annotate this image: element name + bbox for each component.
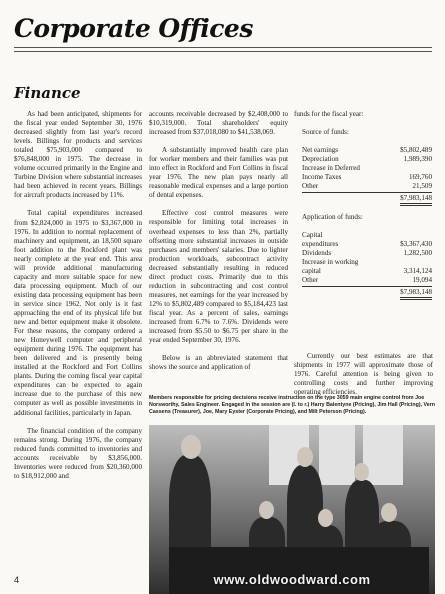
source-total: $7,983,148 — [302, 192, 432, 206]
body-column-2 — [149, 110, 288, 372]
paragraph: The financial condition of the company remains strong. During 1976, the company reduced funds committed to inventories and accounts receivable by $3,856,000. Inventories were reduced from $20,360,000 to $18,912,000 and — [14, 426, 142, 480]
table-row: Dividends 1,282,500 — [302, 249, 432, 257]
paragraph: As had been anticipated, shipments for the fiscal year ended September 30, 1976 decreased slightly from last year's record levels. Billings for products and services totaled $75,903,000 compared to $76,848,000 in 1975. The decrease in volume occurred primarily in the Engine and Turbine Division where substantial increases had been achieved in recent years. Billings for aircraft products increased by 11%. — [14, 110, 142, 200]
paragraph: Currently our best estimates are that shipments in 1977 will approximate those of 1976. Careful attention is being given to controlling costs and further improving operating efficiencies. — [294, 352, 433, 397]
person-head — [297, 447, 313, 467]
table-row: Depreciation 1,989,390 — [302, 155, 432, 163]
title-rule — [14, 47, 432, 48]
watermark: www.oldwoodward.com — [213, 572, 371, 587]
paragraph: Effective cost control measures were responsible for limiting total increases in overhead expenses to less than 2%, partially offsetting more substantial increases in outside purchases and members' salaries. Due to lighter production workloads, subcontract activity decreased substantially resulting in reduced direct product costs. Primarily due to this reduction in subcontracting and cost control measures, net earnings for the year increased by 12% to $5,802,489 compared to $5,184,423 last fiscal year. As a percent of sales, earnings increased from 6.7% to 7.6%. Dividends were increased from $5.50 to $6.75 per share in the year ended September 30, 1976. — [149, 209, 288, 345]
source-of-funds-table — [302, 128, 432, 206]
window-panel — [363, 425, 403, 485]
person-head — [381, 503, 397, 522]
table-row: expenditures $3,367,430 — [302, 240, 432, 248]
paragraph: A substantially improved health care plan for worker members and their families was put into effect in Rockford and Fort Collins in fiscal year 1976. The new plan pays nearly all reasonable medical expenses and a large portion of dental expenses. — [149, 146, 288, 200]
table-row: Capital — [302, 231, 323, 239]
table-row: Income Taxes 169,760 — [302, 173, 432, 181]
page-number: 4 — [14, 575, 20, 585]
person-head — [318, 509, 333, 527]
source-of-funds-label: Source of funds: — [302, 128, 349, 136]
page-title: Corporate Offices — [14, 14, 253, 43]
title-rule-double — [14, 51, 432, 52]
table-row: Increase in Deferred — [302, 164, 360, 172]
table-row: Increase in working — [302, 258, 359, 266]
paragraph: Below is an abbreviated statement that shows the source and application of — [149, 354, 288, 372]
table-row: capital 3,314,124 — [302, 267, 432, 275]
paragraph: accounts receivable decreased by $2,408,000 to $10,319,000. Total shareholders' equity increased from $37,018,080 to $41,538,069. — [149, 110, 288, 137]
application-total: $7,983,148 — [302, 286, 432, 300]
application-of-funds-table — [302, 213, 432, 300]
meeting-photo — [149, 425, 435, 594]
person-head — [354, 463, 369, 481]
application-of-funds-label: Application of funds: — [302, 213, 363, 221]
table-row: Other 21,509 — [302, 182, 432, 190]
body-column-1 — [14, 110, 142, 481]
table-row: Other 19,094 — [302, 276, 432, 284]
body-column-3-closing — [294, 352, 433, 397]
photo-caption: Members responsible for pricing decisions receive instruction on the type 3059 main engine control from Joe Norsworthy, Sales Engineer. Engaged in the session are (l. to r.) Harry Balentyne (Pricing), Jim Hall (Pricing), Vern Cassens (Treasurer), Joe, Mary Eyster (Corporate Pricing), and Milt Peterson (Pricing). — [149, 395, 436, 415]
person-head — [181, 435, 201, 459]
funds-intro: funds for the fiscal year: — [294, 110, 364, 118]
section-title: Finance — [14, 84, 81, 102]
paragraph: Total capital expenditures increased from $2,824,000 in 1975 to $3,367,000 in 1976. In addition to normal replacement of machinery and equipment, an 18,500 square foot addition to the Rockford plant was nearly complete at the year end. This area will provide additional manufacturing capacity and more suitable space for new data processing equipment. Much of our existing data processing equipment has been in service since 1962. Not only is it fast approaching the end of its physical life but new and better equipment make it obsolete. For these reasons, the company ordered a new Honeywell computer and peripheral equipment during 1976. The equipment has been delivered and is presently being installed at the Rockford and Fort Collins plants. During the coming fiscal year capital expenditures can be expected to again increase due to the purchase of this new computer as well as possible investments in additional facilities, particularly in Japan. — [14, 209, 142, 417]
person-head — [259, 501, 274, 519]
window-panel — [319, 425, 355, 485]
table-row: Net earnings $5,802,489 — [302, 146, 432, 154]
